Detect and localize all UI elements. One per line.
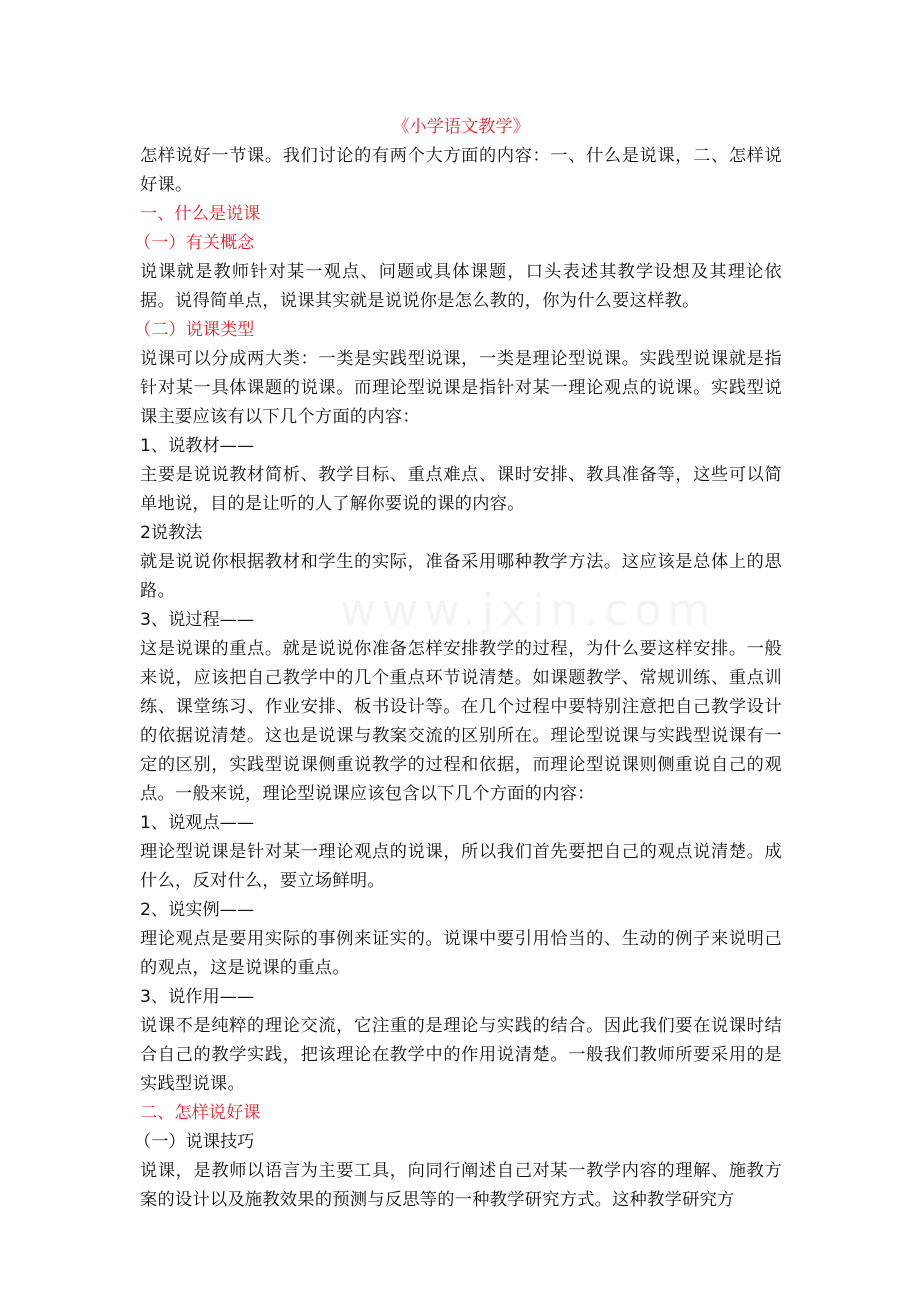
section1-heading: 一、什么是说课 <box>140 204 261 224</box>
document-page <box>134 112 782 1215</box>
section2-heading: 二、怎样说好课 <box>140 1103 261 1123</box>
section1-sub2-heading: （二）说课类型 <box>134 320 255 340</box>
section1-sub1-heading: （一）有关概念 <box>134 233 255 253</box>
item2-paragraph: 就是说说你根据教材和学生的实际，准备采用哪种教学方法。这应该是总体上的思路。 <box>140 552 782 601</box>
section2-sub1-heading: （一）说课技巧 <box>134 1132 255 1152</box>
item3-label: 3、说过程—— <box>140 610 255 630</box>
item6-label: 3、说作用—— <box>140 987 255 1007</box>
item4-paragraph: 理论型说课是针对某一理论观点的说课，所以我们首先要把自己的观点说清楚。成什么，反对什么，要立场鲜明。 <box>140 842 782 891</box>
item1-paragraph: 主要是说说教材简析、教学目标、重点难点、课时安排、教具准备等，这些可以简单地说，目的是让听的人了解你要说的课的内容。 <box>140 465 782 514</box>
section1-sub1-paragraph: 说课就是教师针对某一观点、问题或具体课题，口头表述其教学设想及其理论依据。说得简单点，说课其实就是说说你是怎么教的，你为什么要这样教。 <box>140 262 782 311</box>
item3-paragraph: 这是说课的重点。就是说说你准备怎样安排教学的过程，为什么要这样安排。一般来说，应该把自己教学中的几个重点环节说清楚。如课题教学、常规训练、重点训练、课堂练习、作业安排、板书设计等。在几个过程中要特别注意把自己教学设计的依据说清楚。这也是说课与教案交流的区别所在。理论型说课与实践型说课有一定的区别，实践型说课侧重说教学的过程和依据，而理论型说课则侧重说自己的观点。一般来说，理论型说课应该包含以下几个方面的内容： <box>140 639 782 804</box>
item5-paragraph: 理论观点是要用实际的事例来证实的。说课中要引用恰当的、生动的例子来说明己的观点，这是说课的重点。 <box>140 929 782 978</box>
intro-paragraph: 怎样说好一节课。我们讨论的有两个大方面的内容：一、什么是说课，二、怎样说好课。 <box>140 146 782 195</box>
item5-label: 2、说实例—— <box>140 900 255 920</box>
section1-sub2-paragraph: 说课可以分成两大类：一类是实践型说课，一类是理论型说课。实践型说课就是指针对某一具体课题的说课。而理论型说课是指针对某一理论观点的说课。实践型说课主要应该有以下几个方面的内容： <box>140 349 782 427</box>
section2-sub1-paragraph: 说课，是教师以语言为主要工具，向同行阐述自己对某一教学内容的理解、施教方案的设计以及施教效果的预测与反思等的一种教学研究方式。这种教学研究方 <box>140 1161 782 1210</box>
item1-label: 1、说教材—— <box>140 436 255 456</box>
item4-label: 1、说观点—— <box>140 813 255 833</box>
item6-paragraph: 说课不是纯粹的理论交流，它注重的是理论与实践的结合。因此我们要在说课时结合自己的教学实践，把该理论在教学中的作用说清楚。一般我们教师所要采用的是实践型说课。 <box>140 1016 782 1094</box>
item2-label: 2说教法 <box>140 523 203 543</box>
document-title: 《小学语文教学》 <box>392 117 530 137</box>
